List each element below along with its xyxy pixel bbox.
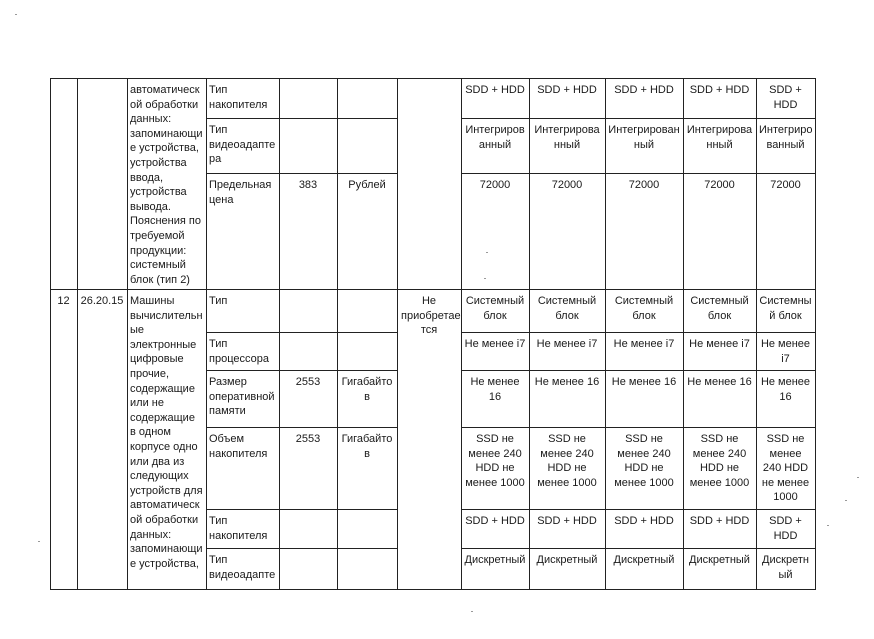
property-value: SSD не менее 240 HDD не менее 1000 bbox=[465, 433, 525, 489]
scan-speck bbox=[827, 525, 829, 526]
property-label: Тип процессора bbox=[209, 338, 269, 365]
row-border-12-b0 bbox=[461, 332, 816, 333]
unit-name: Гигабайто в bbox=[341, 376, 393, 403]
row-border-12-b2 bbox=[461, 427, 816, 428]
property-value: SDD + HDD bbox=[537, 84, 597, 96]
property-value: Дискретный bbox=[689, 554, 750, 566]
property-value: SSD не менее 240 HDD не менее 1000 bbox=[537, 433, 597, 489]
property-value: Не менее i7 bbox=[536, 338, 598, 350]
row-border-top-b1 bbox=[461, 173, 816, 174]
scan-speck bbox=[38, 541, 40, 542]
product-name: Машины вычислительн ые электронные цифровые прочие, содержащие или не содержащие в одном корпусе одно или два из следующих устройств для автоматическ ой обработки данных: запоминающи е устройства, bbox=[130, 295, 203, 570]
property-label: Размер оперативной памяти bbox=[209, 376, 275, 418]
property-value: SDD + HDD bbox=[465, 84, 525, 96]
okei-code: 2553 bbox=[295, 433, 321, 445]
row-12-top-border bbox=[50, 289, 816, 290]
row-border-12-a4 bbox=[206, 548, 397, 549]
unit-name: Гигабайто в bbox=[341, 433, 393, 460]
okpd2-code: 26.20.15 bbox=[80, 295, 124, 307]
col-border-5 bbox=[337, 78, 338, 590]
table-bottom-border bbox=[50, 589, 816, 590]
scan-speck bbox=[484, 278, 486, 279]
col-border-1 bbox=[77, 78, 78, 590]
property-value: Интегрирован ный bbox=[608, 124, 680, 151]
property-value: SDD + HDD bbox=[614, 84, 674, 96]
scan-speck bbox=[15, 14, 17, 15]
row-border-12-a3 bbox=[206, 509, 397, 510]
property-label: Предельная цена bbox=[209, 179, 272, 206]
row-border-12-b1 bbox=[461, 370, 816, 371]
okei-code: 383 bbox=[298, 179, 318, 191]
property-value: Не менее 16 bbox=[470, 376, 520, 403]
row-border-12-a2 bbox=[206, 427, 397, 428]
col-border-0 bbox=[50, 78, 51, 590]
scan-speck bbox=[857, 477, 859, 478]
row-border-12-b3 bbox=[461, 509, 816, 510]
property-value: Интегрирова нный bbox=[534, 124, 600, 151]
property-value: Дискретный bbox=[464, 554, 526, 566]
property-label: Тип накопителя bbox=[209, 84, 268, 111]
property-value: Не менее i7 bbox=[689, 338, 750, 350]
property-value: SSD не менее 240 HDD не менее 1000 bbox=[761, 433, 810, 504]
property-value: 72000 bbox=[628, 179, 660, 191]
row-border-12-a0 bbox=[206, 332, 397, 333]
property-value: Системный блок bbox=[614, 295, 674, 322]
property-value: Не менее 16 bbox=[534, 376, 600, 388]
row-border-top-a0 bbox=[206, 118, 397, 119]
property-value: SSD не менее 240 HDD не менее 1000 bbox=[689, 433, 750, 489]
property-label: Тип видеоадапте bbox=[209, 554, 276, 581]
row-number: 12 bbox=[57, 295, 70, 307]
property-value: Не менее 16 bbox=[687, 376, 752, 388]
property-label: Объем накопителя bbox=[209, 433, 268, 460]
property-value: SDD + HDD bbox=[614, 515, 674, 527]
property-value: Дискретн ый bbox=[762, 554, 809, 581]
row-border-top-b0 bbox=[461, 118, 816, 119]
property-value: Не менее i7 bbox=[760, 338, 811, 365]
property-value: SDD + HDD bbox=[689, 84, 750, 96]
property-label: Тип накопителя bbox=[209, 515, 268, 542]
property-value: SDD + HDD bbox=[537, 515, 597, 527]
product-name-continued: автоматическ ой обработки данных: запоминающи е устройства, устройства ввода, устройства вывода. Пояснения по требуемой продукции: системный блок (тип 2) bbox=[130, 84, 203, 286]
col-border-4 bbox=[279, 78, 280, 590]
not-acquired-note: Не приобретае тся bbox=[401, 295, 461, 337]
col-border-12 bbox=[815, 78, 816, 590]
property-value: 72000 bbox=[479, 179, 511, 191]
property-value: SDD + HDD bbox=[465, 515, 525, 527]
property-value: Не менее i7 bbox=[464, 338, 526, 350]
scan-speck bbox=[845, 500, 847, 501]
property-value: 72000 bbox=[770, 179, 801, 191]
property-value: SSD не менее 240 HDD не менее 1000 bbox=[614, 433, 674, 489]
property-value: Дискретный bbox=[613, 554, 675, 566]
scan-speck bbox=[471, 611, 473, 612]
property-label: Тип bbox=[209, 295, 228, 307]
property-value: SDD + HDD bbox=[689, 515, 750, 527]
property-value: Не менее 16 bbox=[760, 376, 811, 403]
row-border-top-a1 bbox=[206, 173, 397, 174]
okei-code: 2553 bbox=[295, 376, 321, 388]
row-border-12-b4 bbox=[461, 548, 816, 549]
property-value: Интегриро ванный bbox=[759, 124, 813, 151]
scan-speck bbox=[486, 252, 488, 253]
property-value: Не менее 16 bbox=[611, 376, 677, 388]
property-value: SDD + HDD bbox=[769, 84, 802, 111]
row-border-12-a1 bbox=[206, 370, 397, 371]
table-top-border bbox=[50, 78, 816, 79]
property-value: Системный блок bbox=[537, 295, 597, 322]
unit-name: Рублей bbox=[348, 179, 386, 191]
property-value: 72000 bbox=[551, 179, 583, 191]
property-value: SDD + HDD bbox=[769, 515, 802, 542]
property-value: Интегрирова нный bbox=[686, 124, 753, 151]
property-value: Системны й блок bbox=[759, 295, 812, 322]
property-label: Тип видеоадапте ра bbox=[209, 124, 276, 166]
property-value: Системный блок bbox=[465, 295, 525, 322]
property-value: Дискретный bbox=[536, 554, 598, 566]
property-value: Интегриров анный bbox=[465, 124, 525, 151]
property-value: Системный блок bbox=[690, 295, 749, 322]
property-value: 72000 bbox=[704, 179, 735, 191]
property-value: Не менее i7 bbox=[613, 338, 675, 350]
